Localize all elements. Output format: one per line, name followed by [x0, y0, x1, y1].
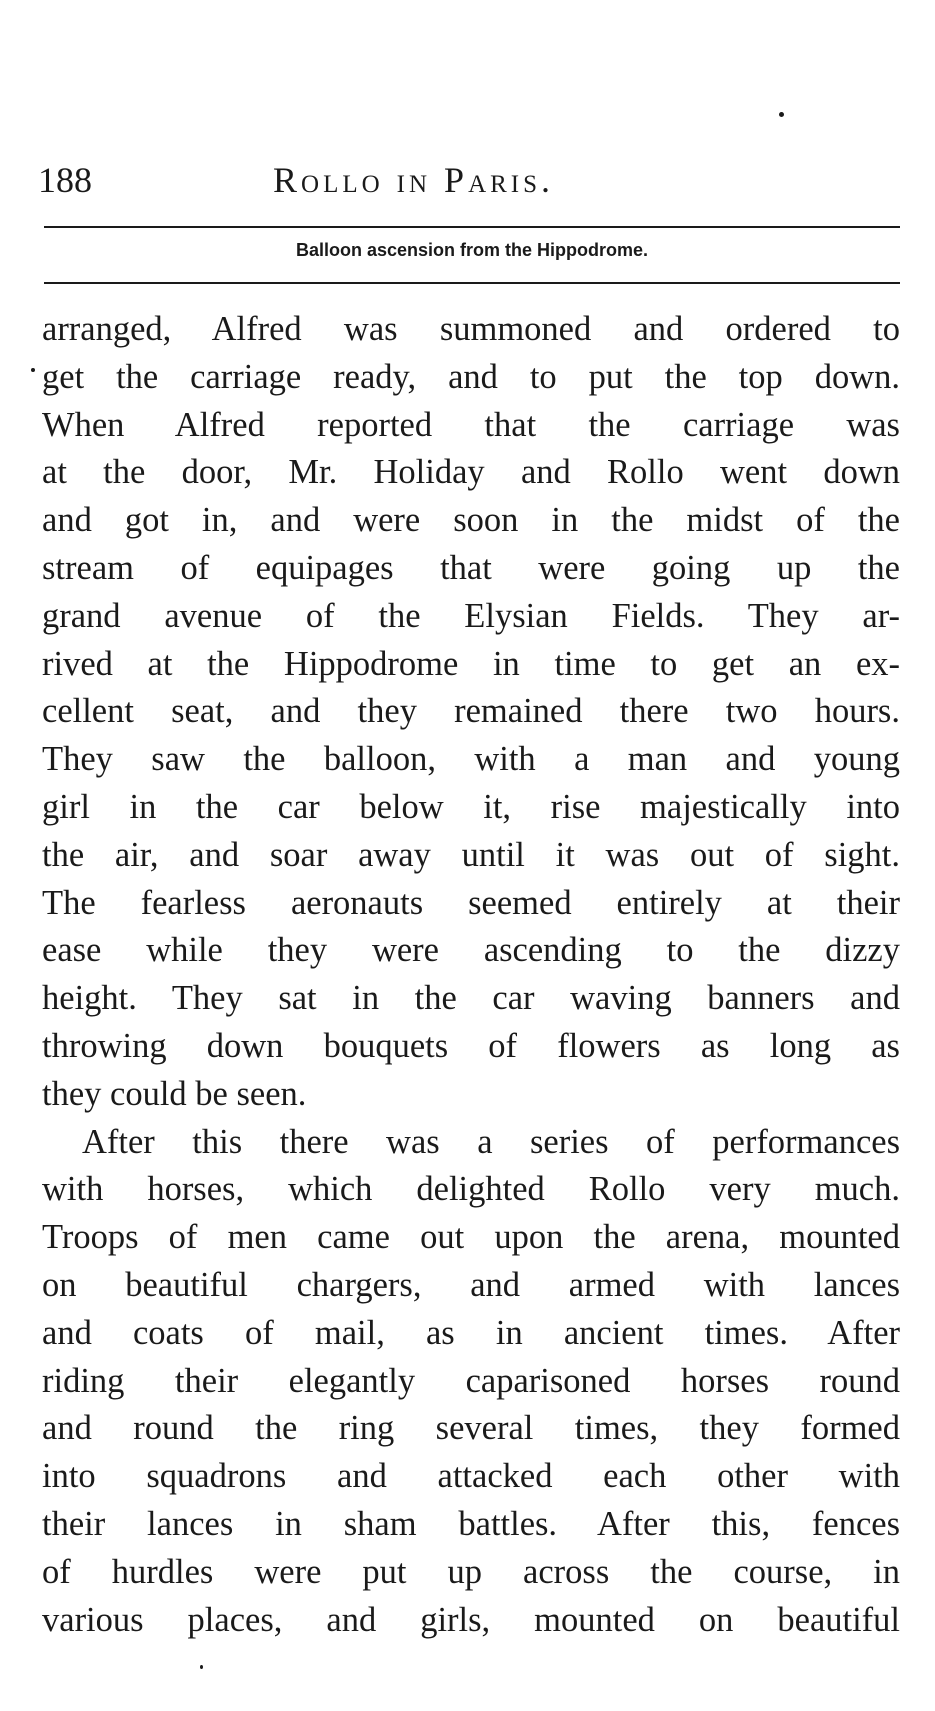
text-line: on beautiful chargers, and armed with lances — [42, 1265, 900, 1304]
text-line: and got in, and were soon in the midst of the — [42, 501, 900, 540]
text-line: and coats of mail, as in ancient times. After — [42, 1313, 900, 1352]
ink-speck — [31, 368, 35, 372]
text-line: height. They sat in the car waving banners and — [42, 979, 900, 1018]
header-rule-top — [44, 226, 900, 228]
body-text — [42, 306, 900, 1644]
text-line: get the carriage ready, and to put the top down. — [42, 357, 900, 396]
text-line: various places, and girls, mounted on beautiful — [42, 1600, 900, 1639]
text-line: the air, and soar away until it was out of sight. — [42, 835, 900, 874]
text-line: The fearless aeronauts seemed entirely at their — [42, 883, 900, 922]
text-line: into squadrons and attacked each other with — [42, 1457, 900, 1496]
text-line: they could be seen. — [42, 1074, 307, 1113]
running-title: Rollo in Paris. — [273, 160, 555, 200]
text-line: cellent seat, and they remained there two hours. — [42, 692, 900, 731]
text-line: at the door, Mr. Holiday and Rollo went down — [42, 453, 900, 492]
text-line: riding their elegantly caparisoned horses round — [42, 1361, 900, 1400]
text-line: Troops of men came out upon the arena, mounted — [42, 1218, 900, 1257]
text-line: of hurdles were put up across the course, in — [42, 1552, 900, 1591]
text-line: When Alfred reported that the carriage was — [42, 405, 900, 444]
text-line: throwing down bouquets of flowers as long as — [42, 1026, 900, 1065]
page-number: 188 — [38, 160, 92, 200]
text-line: stream of equipages that were going up the — [42, 548, 900, 587]
page-header — [38, 160, 900, 200]
text-line: ease while they were ascending to the dizzy — [42, 931, 900, 970]
text-line: After this there was a series of performances — [82, 1122, 900, 1161]
text-line: They saw the balloon, with a man and young — [42, 740, 900, 779]
ink-speck — [779, 112, 784, 117]
header-rule-bottom — [44, 282, 900, 284]
text-line: grand avenue of the Elysian Fields. They ar- — [42, 596, 900, 635]
ink-speck — [200, 1665, 203, 1669]
text-line: arranged, Alfred was summoned and ordered to — [42, 310, 900, 348]
section-subheading: Balloon ascension from the Hippodrome. — [295, 240, 649, 260]
text-line: and round the ring several times, they formed — [42, 1409, 900, 1448]
text-line: girl in the car below it, rise majestically into — [42, 787, 900, 826]
text-line: with horses, which delighted Rollo very much. — [42, 1170, 900, 1209]
text-line: their lances in sham battles. After this, fences — [42, 1504, 900, 1543]
text-line: rived at the Hippodrome in time to get an ex- — [42, 644, 900, 683]
